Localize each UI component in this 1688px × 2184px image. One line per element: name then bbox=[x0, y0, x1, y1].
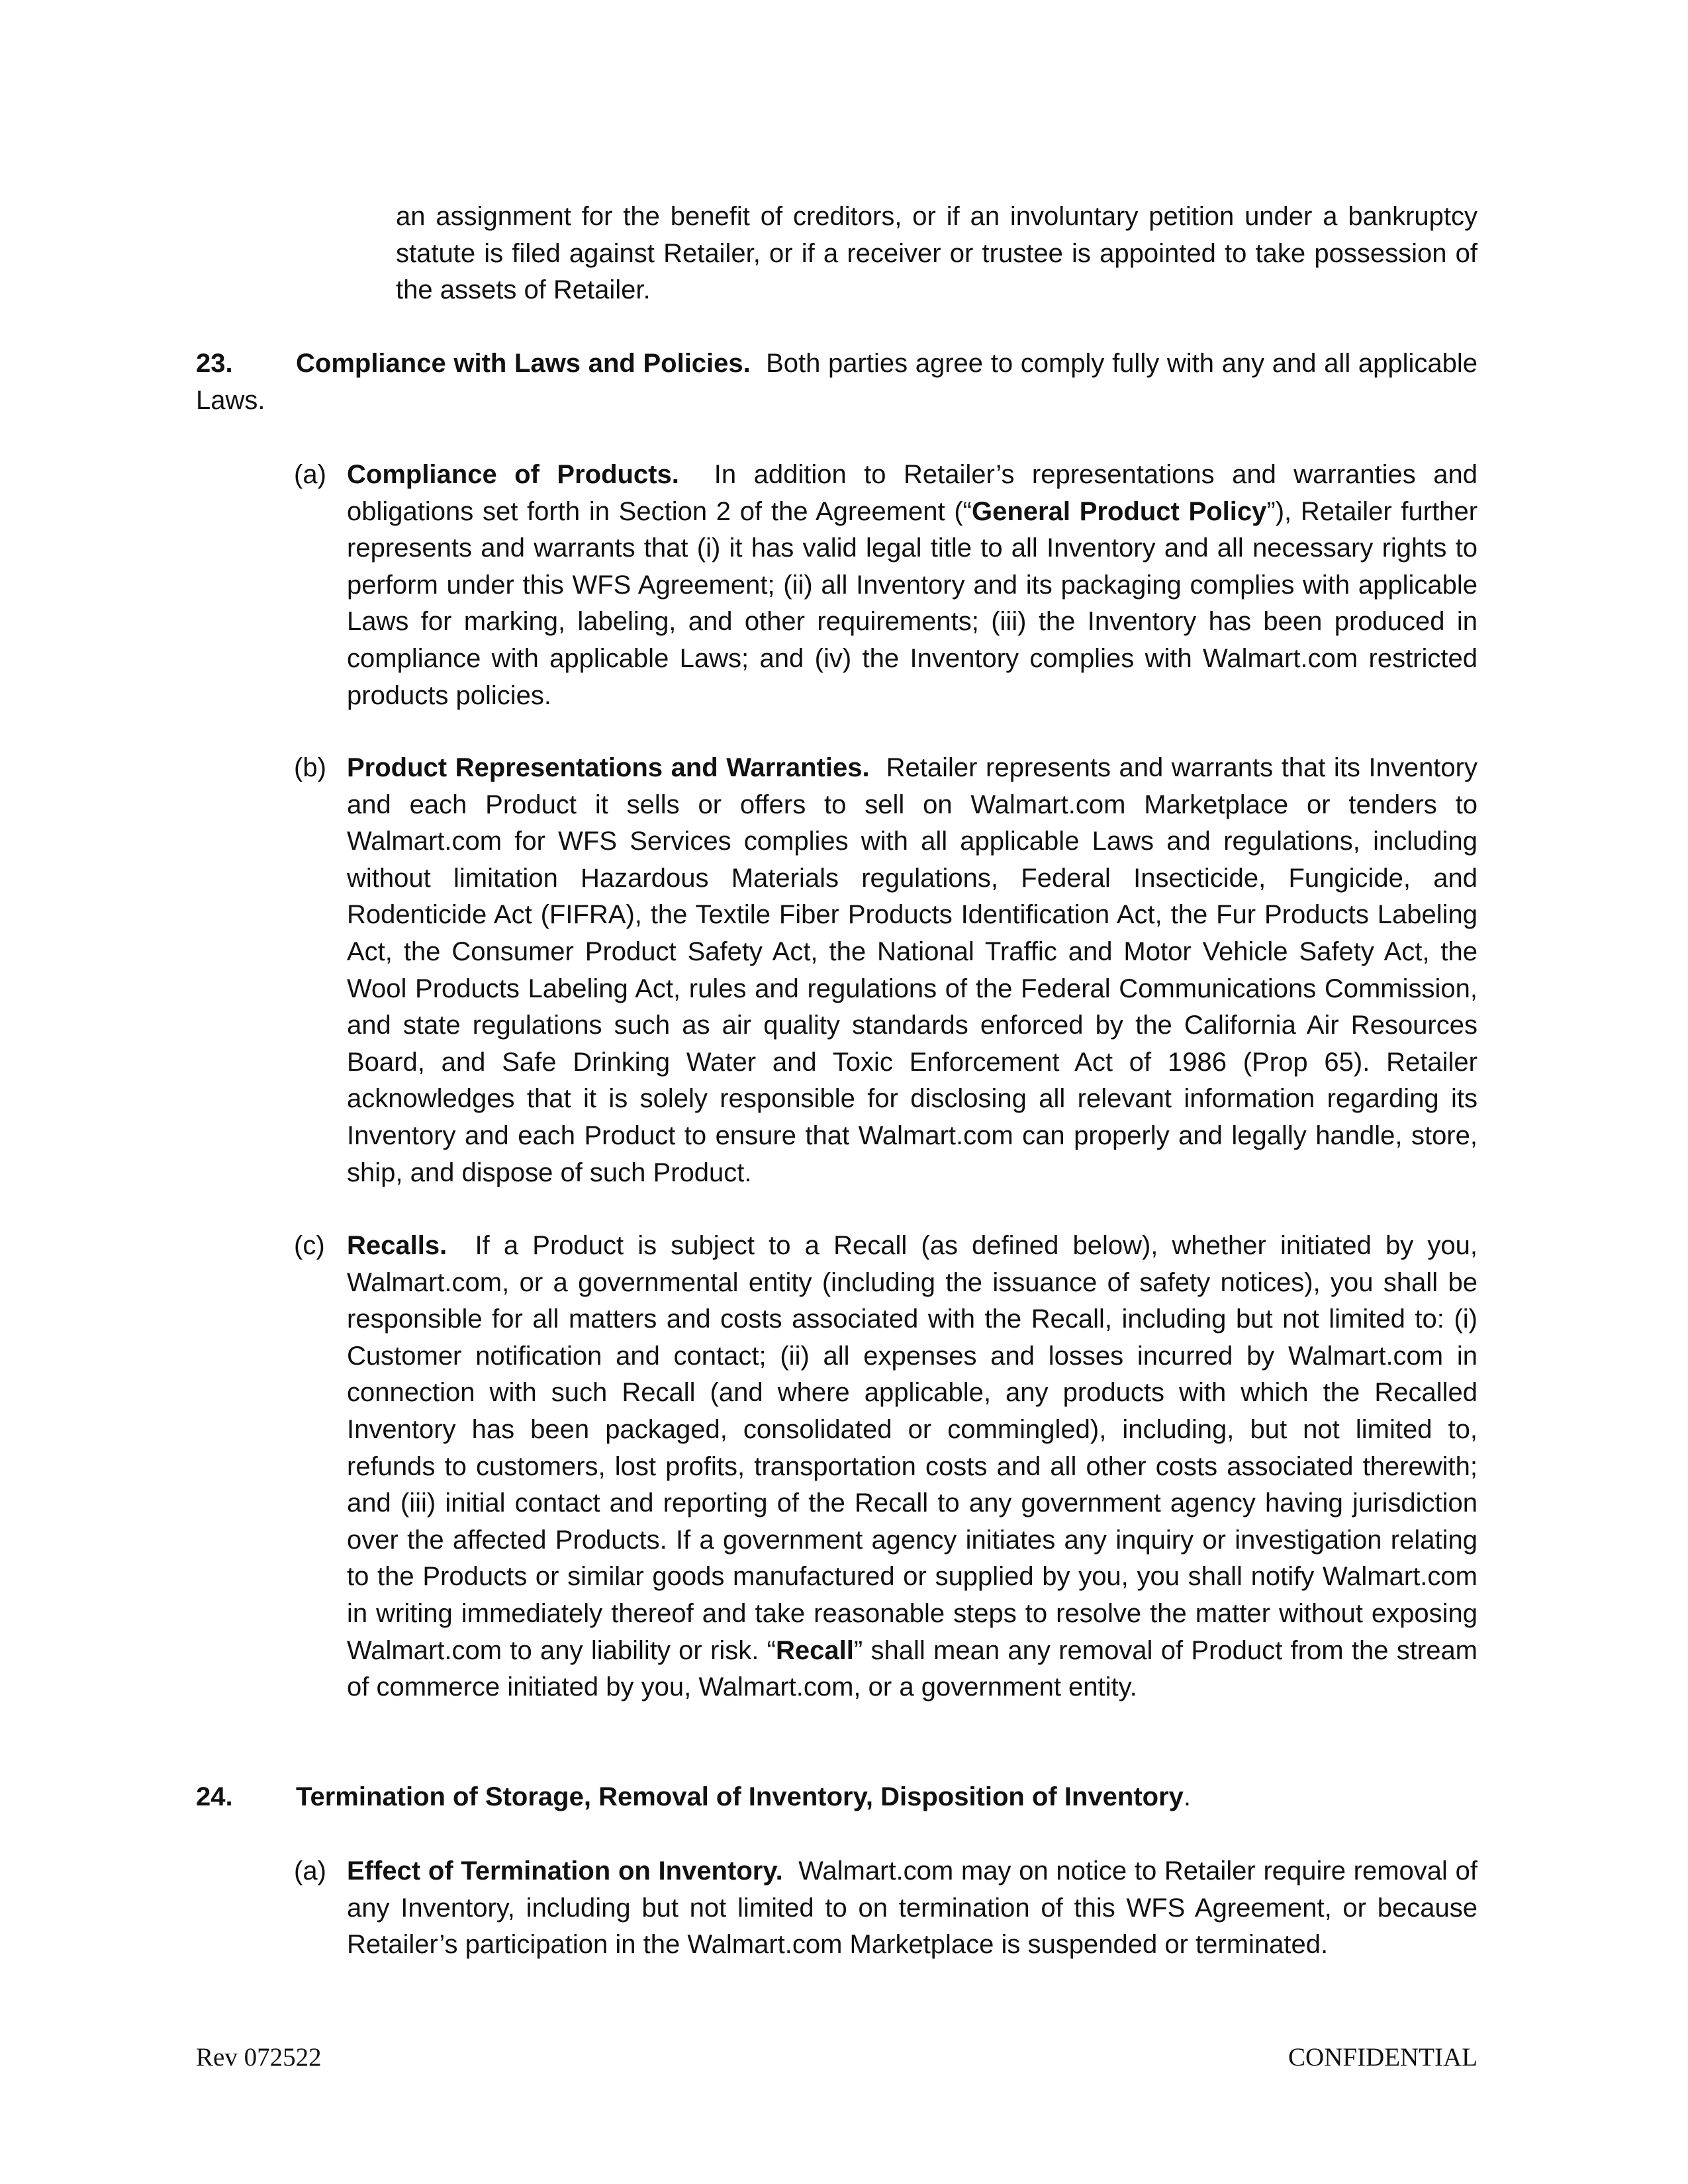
section-24-a-body bbox=[347, 1853, 1477, 1964]
section-23-c-text-2: ” shall mean any removal of Product from the stream of commerce initiated by you, Walmart.com, or a government entity. bbox=[347, 1635, 1478, 1702]
section-23-a-label: (a) bbox=[294, 460, 326, 489]
section-23-c-title: Recalls. bbox=[347, 1231, 447, 1260]
section-23-a-title: Compliance of Products. bbox=[347, 460, 679, 489]
section-24-a bbox=[294, 1853, 1477, 1964]
section-24-title: Termination of Storage, Removal of Inventory, Disposition of Inventory bbox=[296, 1782, 1184, 1811]
section-23-b-text: Retailer represents and warrants that its Inventory and each Product it sells or offers to sell on Walmart.com Marketplace or tenders to Walmart.com for WFS Services complies with all applicable Laws and regulations, including without limitation Hazardous Materials regulations, Federal Insecticide, Fungicide, and Rodenticide Act (FIFRA), the Textile Fiber Products Identification Act, the Fur Products Labeling Act, the Consumer Product Safety Act, the National Traffic and Motor Vehicle Safety Act, the Wool Products Labeling Act, rules and regulations of the Federal Communications Commission, and state regulations such as air quality standards enforced by the California Air Resources Board, and Safe Drinking Water and Toxic Enforcement Act of 1986 (Prop 65). Retailer acknowledges that it is solely responsible for disclosing all relevant information regarding its Inventory and each Product to ensure that Walmart.com can properly and legally handle, store, ship, and dispose of such Product. bbox=[347, 753, 1477, 1187]
footer-confidential: CONFIDENTIAL bbox=[1288, 2043, 1477, 2071]
section-23-c-body bbox=[347, 1228, 1477, 1706]
section-24-heading bbox=[196, 1779, 1477, 1816]
continuation-paragraph bbox=[396, 199, 1477, 309]
section-23-text: Both parties agree to comply fully with any and all applicable Laws. bbox=[196, 349, 1477, 415]
section-23-b-body bbox=[347, 750, 1477, 1191]
section-23-c bbox=[294, 1228, 1477, 1706]
section-23-a-text-1: In addition to Retailer’s representations and warranties and obligations set forth in Section 2 of the Agreement (“ bbox=[347, 460, 1477, 526]
section-23-title: Compliance with Laws and Policies. bbox=[296, 349, 751, 378]
section-24-a-text: Walmart.com may on notice to Retailer require removal of any Inventory, including but not limited to on termination of this WFS Agreement, or because Retailer’s participation in the Walmart.com Marketplace is suspended or terminated. bbox=[347, 1856, 1477, 1960]
section-24-number: 24. bbox=[196, 1782, 233, 1811]
continuation-text: an assignment for the benefit of creditors, or if an involuntary petition under a bankruptcy statute is filed against Retailer, or if a receiver or trustee is appointed to take possession of the assets of Retailer. bbox=[396, 202, 1477, 305]
section-23-a-term: General Product Policy bbox=[972, 496, 1267, 526]
section-23-a-text-2: ”), Retailer further represents and warrants that (i) it has valid legal title to all Inventory and all necessary rights to perform under this WFS Agreement; (ii) all Inventory and its packaging complies with applicable Laws for marking, labeling, and other requirements; (iii) the Inventory has been produced in compliance with applicable Laws; and (iv) the Inventory complies with Walmart.com restricted products policies. bbox=[347, 496, 1478, 710]
section-23-number: 23. bbox=[196, 349, 233, 378]
section-23-heading bbox=[196, 345, 1477, 419]
footer-revision: Rev 072522 bbox=[196, 2043, 322, 2071]
section-24-a-label: (a) bbox=[294, 1856, 326, 1886]
section-23-a-body bbox=[347, 457, 1477, 714]
section-23-c-label: (c) bbox=[294, 1231, 325, 1260]
section-23-b-title: Product Representations and Warranties. bbox=[347, 753, 870, 782]
section-23-b-label: (b) bbox=[294, 753, 326, 782]
section-23-c-term: Recall bbox=[775, 1635, 854, 1665]
section-24-title-end: . bbox=[1183, 1782, 1192, 1811]
section-23-b bbox=[294, 750, 1477, 1191]
section-23-c-text-1: If a Product is subject to a Recall (as defined below), whether initiated by you, Walmart.com, or a governmental entity (including the issuance of safety notices), you shall be responsible for all matters and costs associated with the Recall, including but not limited to: (i) Customer notification and contact; (ii) all expenses and losses incurred by Walmart.com in connection with such Recall (and where applicable, any products with which the Recalled Inventory has been packaged, consolidated or commingled), including, but not limited to, refunds to customers, lost profits, transportation costs and all other costs associated therewith; and (iii) initial contact and reporting of the Recall to any government agency having jurisdiction over the affected Products. If a government agency initiates any inquiry or investigation relating to the Products or similar goods manufactured or supplied by you, you shall notify Walmart.com in writing immediately thereof and take reasonable steps to resolve the matter without exposing Walmart.com to any liability or risk. “ bbox=[347, 1231, 1478, 1665]
section-23-a bbox=[294, 457, 1477, 714]
section-24-a-title: Effect of Termination on Inventory. bbox=[347, 1856, 783, 1886]
